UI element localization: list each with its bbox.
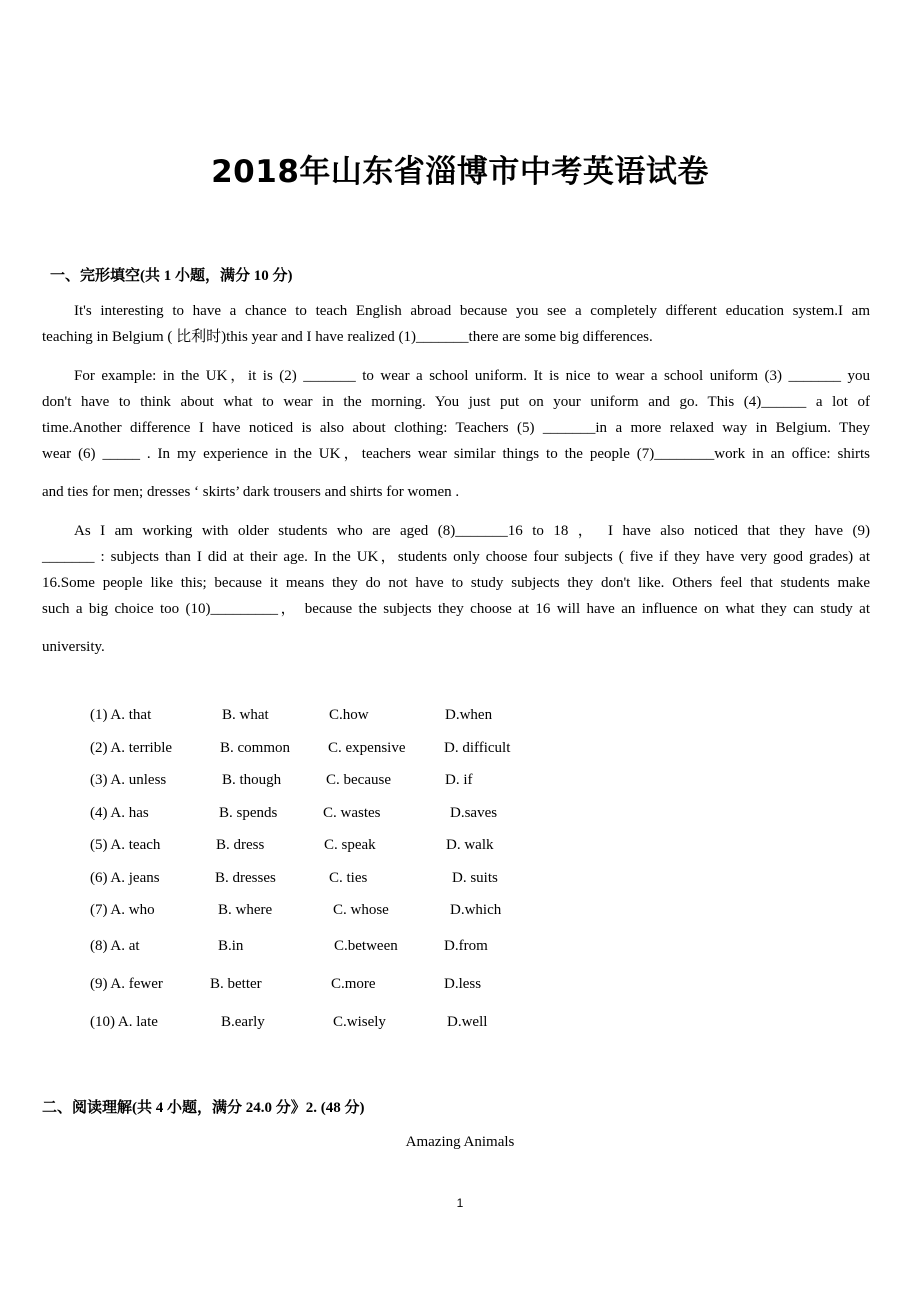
paragraph-line: _______ : subjects than I did at their age. In the UK，students only choose four subjects ( five if they have very good grades) at [42,549,870,565]
option-b: B. what [222,707,269,723]
option-b: B. where [218,902,273,918]
paragraph-line: wear (6) _____ . In my experience in the UK，teachers wear similar things to the people (7)________work in an office: shirts [42,446,870,462]
option-a: (3) A. unless [90,772,167,788]
option-row [90,1014,590,1047]
paragraph-line: and ties for men; dresses ‘ skirts’ dark trousers and shirts for women . [42,484,460,500]
option-row [90,772,590,805]
option-a: (4) A. has [90,804,149,821]
section1-heading: 一、完形填空(共 1 小题，满分 10 分) [50,268,293,284]
option-d: D.which [450,902,502,918]
option-row [90,870,590,903]
option-d: D.well [447,1014,488,1030]
paragraph-line: 16.Some people like this; because it means they do not have to study subjects they don't like. Others feel that students make [42,575,870,591]
option-a: (1) A. that [90,707,152,723]
paragraph-2 [42,363,870,505]
option-b: B.in [218,938,244,954]
option-row [90,976,590,1014]
paragraph-line: don't have to think about what to wear in the morning. You just put on your uniform and go. This (4)______ a lot of [42,394,870,410]
option-c: C.wisely [333,1014,386,1030]
option-c: C. expensive [328,739,406,756]
option-a: (5) A. teach [90,837,161,853]
option-row [90,707,590,740]
option-b: B. though [222,772,282,788]
option-c: C. ties [329,869,368,886]
option-a: (9) A. fewer [90,976,163,992]
option-a: (7) A. who [90,902,155,918]
section2-heading: 二、阅读理解(共 4 小题，满分 24.0 分》2. (48 分) [42,1100,365,1116]
option-c: C. wastes [323,804,381,821]
paragraph-line: As I am working with older students who are aged (8)_______16 to 18 ， I have also noticed that they have (9) [74,523,870,539]
option-c: C. speak [324,837,376,853]
option-b: B.early [221,1014,265,1030]
option-d: D. difficult [444,739,511,756]
option-row [90,938,590,976]
paragraph-line: For example: in the UK，it is (2) _______ to wear a school uniform. It is nice to wear a school uniform (3) _______ you [74,368,870,384]
option-b: B. common [220,739,290,756]
option-c: C.how [329,707,369,723]
option-c: C. because [326,772,391,788]
option-d: D.from [444,938,488,954]
option-row [90,740,590,773]
option-d: D. walk [446,837,494,853]
option-d: D. if [445,772,473,788]
option-row [90,837,590,870]
option-a: (2) A. terrible [90,739,173,756]
page-number: 1 [456,1196,464,1210]
reading-title: Amazing Animals [405,1134,515,1150]
option-b: B. spends [219,804,278,821]
option-d: D.when [445,707,493,723]
paragraph-line: university. [42,639,105,655]
page-title: 2018年山东省淄博市中考英语试卷 [211,154,709,190]
option-b: B. dress [216,837,265,853]
option-d: D.saves [450,804,498,821]
paragraph-line: teaching in Belgium ( 比利时)this year and I have realized (1)_______there are some big differences. [42,329,653,345]
option-row [90,902,590,938]
option-b: B. dresses [215,869,276,886]
option-b: B. better [210,976,262,992]
option-c: C.between [334,938,398,954]
paragraph-line: It's interesting to have a chance to teach English abroad because you see a completely different education system.I am [74,303,870,319]
paragraph-3 [42,518,870,660]
option-a: (6) A. jeans [90,869,160,886]
option-a: (8) A. at [90,938,140,954]
paragraph-1 [42,298,870,350]
answer-options [90,707,590,1047]
option-c: C. whose [333,902,389,918]
paragraph-line: time.Another difference I have noticed is also about clothing: Teachers (5) _______in a more relaxed way in Belgium. They [42,420,870,436]
paragraph-line: such a big choice too (10)_________， because the subjects they choose at 16 will have an influence on what they can study at [42,601,870,617]
option-a: (10) A. late [90,1014,158,1030]
option-d: D.less [444,976,482,992]
option-d: D. suits [452,869,498,886]
option-row [90,805,590,838]
option-c: C.more [331,976,376,992]
